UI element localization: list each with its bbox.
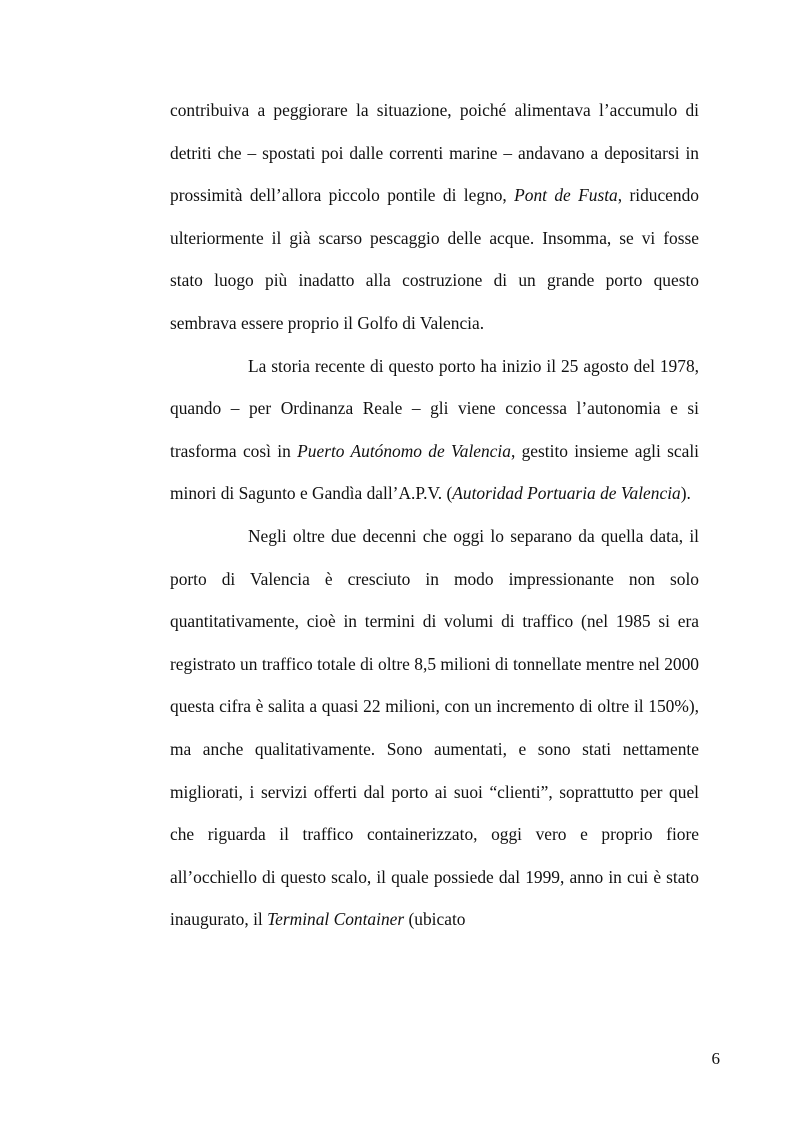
paragraph-1-text-a: contribuiva a peggiorare la situazione, poiché alimentava l’accumulo di detriti che – spostati poi dalle correnti marine – andavano a depositarsi in prossimità dell’allora piccolo pontile di legno, — [170, 100, 699, 206]
paragraph-2-italic-puerto-autonomo: Puerto Autónomo de Valencia — [297, 440, 511, 461]
paragraph-1-italic-pont-de-fusta: Pont de Fusta — [514, 185, 618, 206]
paragraph-2-italic-autoridad-portuaria: Autoridad Portuaria de Valencia — [452, 483, 681, 504]
paragraph-3 — [170, 515, 699, 941]
paragraph-1 — [170, 89, 699, 345]
paragraph-1-text-b: , riducendo ulteriormente il già scarso pescaggio delle acque. Insomma, se vi fosse stato luogo più inadatto alla costruzione di un grande porto questo sembrava essere proprio il Golfo di Valencia. — [170, 185, 699, 333]
page-number: 6 — [711, 1049, 720, 1068]
paragraph-2-text-a: La storia recente di questo porto ha inizio il 25 agosto del 1978, quando – per Ordinanza Reale – gli viene concessa l’autonomia e si trasforma così in — [170, 355, 699, 461]
paragraph-2-text-b: , gestito insieme agli scali minori di Sagunto e Gandìa dall’A.P.V. ( — [170, 440, 699, 504]
body-text — [170, 89, 699, 941]
paragraph-3-text-b: (ubicato — [404, 909, 466, 930]
paragraph-2 — [170, 345, 699, 515]
paragraph-2-text-c: ). — [680, 483, 691, 504]
paragraph-3-text-a: Negli oltre due decenni che oggi lo separano da quella data, il porto di Valencia è cresciuto in modo impressionante non solo quantitativamente, cioè in termini di volumi di traffico (nel 1985 si era registrato un traffico totale di oltre 8,5 milioni di tonnellate mentre nel 2000 questa cifra è salita a quasi 22 milioni, con un incremento di oltre il 150%), ma anche qualitativamente. Sono aumentati, e sono stati nettamente migliorati, i servizi offerti dal porto ai suoi “clienti”, soprattutto per quel che riguarda il traffico containerizzato, oggi vero e proprio fiore all’occhiello di questo scalo, il quale possiede dal 1999, anno in cui è stato inaugurato, il — [170, 525, 699, 930]
paragraph-3-italic-terminal-container: Terminal Container — [267, 909, 405, 930]
